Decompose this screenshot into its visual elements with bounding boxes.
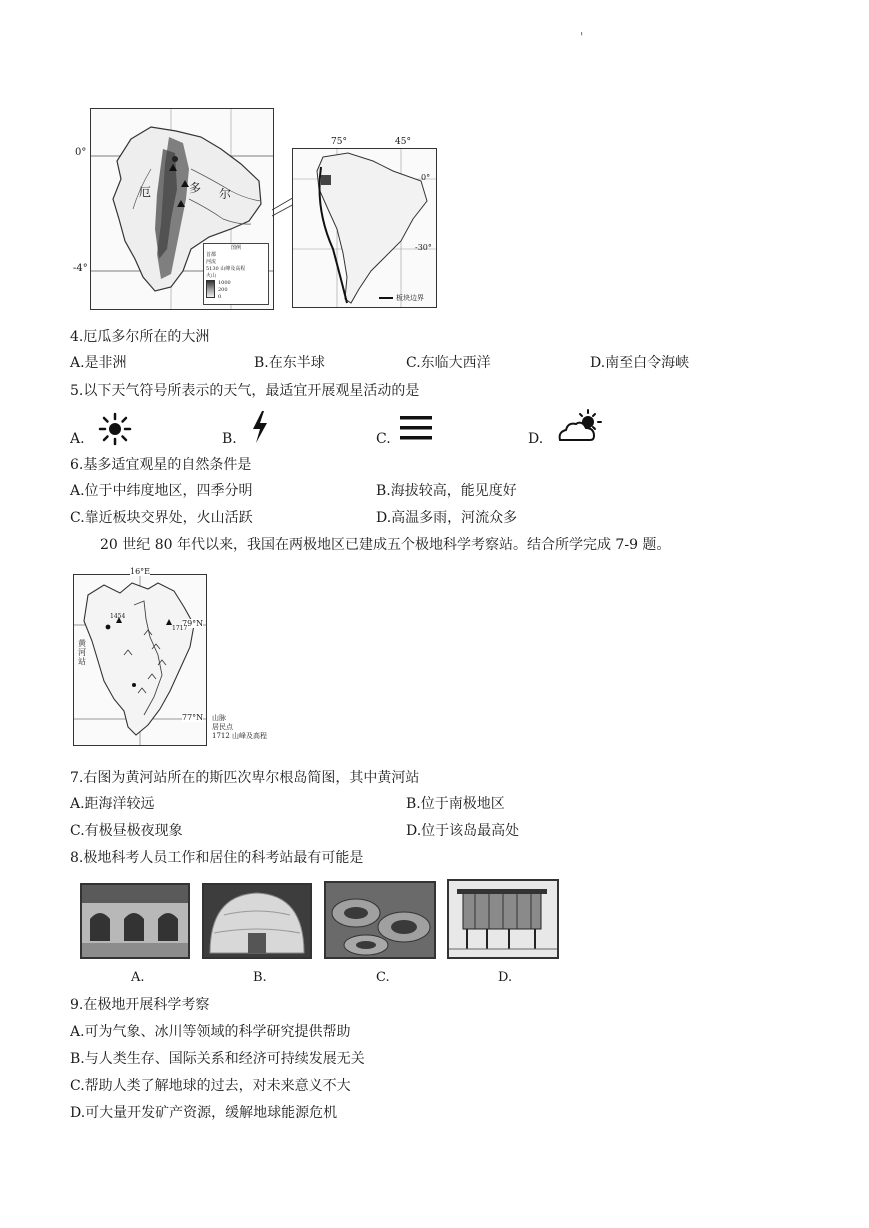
q5-option-a[interactable]: A. [70,431,85,447]
q8-option-b[interactable]: B. [253,970,267,985]
ecuador-legend [203,243,269,305]
lat-label-79n: 79°N [182,619,204,628]
legend-elev-200: 200 [218,287,228,293]
ecuador-map [73,108,274,310]
q6-option-d[interactable]: D.高温多雨，河流众多 [376,510,518,526]
q7-stem: 7.右图为黄河站所在的斯匹次卑尔根岛简图，其中黄河站 [70,770,420,786]
q6-option-c[interactable]: C.靠近板块交界处，火山活跃 [70,510,253,526]
q5-option-b[interactable]: B. [222,431,237,447]
inset-lon-45: 45° [395,137,411,147]
station-label: 黄河站 [78,639,86,666]
q8-option-d[interactable]: D. [498,970,513,985]
inset-legend [379,293,424,303]
q6-stem: 6.基多适宜观星的自然条件是 [70,457,252,473]
inset-lat-neg30: -30° [415,243,432,252]
q9-option-a[interactable]: A.可为气象、冰川等领域的科学研究提供帮助 [70,1024,351,1040]
q4-stem: 4.厄瓜多尔所在的大洲 [70,329,210,345]
lat-label-neg4: -4° [73,263,88,274]
legend-mountain: 山脉 [212,714,226,722]
legend-elev-0: 0 [218,294,222,300]
inset-lat-0: 0° [421,173,431,182]
q8-option-c[interactable]: C. [376,970,390,985]
q9-option-d[interactable]: D.可大量开发矿产资源，缓解地球能源危机 [70,1105,338,1121]
region-label-er: 尔 [219,187,232,201]
q9-option-c[interactable]: C.帮助人类了解地球的过去，对未来意义不大 [70,1078,351,1094]
photo-b-igloo[interactable] [202,883,312,959]
q6-option-b[interactable]: B.海拔较高，能见度好 [376,483,517,499]
sun-icon [98,412,132,450]
peak-label-1717: 1717 [172,625,188,632]
q7-option-b[interactable]: B.位于南极地区 [406,796,505,812]
lat-label-77n: 77°N [182,713,204,722]
q8-stem: 8.极地科考人员工作和居住的科考站最有可能是 [70,850,364,866]
plate-boundary-swatch [379,297,393,299]
region-label-duo: 多 [189,181,202,195]
lat-label-0: 0° [75,147,87,158]
legend-capital: 首都 [206,252,217,258]
region-label-e: 厄 [139,185,152,199]
q6-option-a[interactable]: A.位于中纬度地区，四季分明 [70,483,253,499]
legend-elevation-bar [206,280,215,298]
q4-option-d[interactable]: D.南至白令海峡 [590,355,690,371]
q5-option-d[interactable]: D. [528,431,544,447]
q4-option-b[interactable]: B.在东半球 [254,355,325,371]
section-intro: 20 世纪 80 年代以来，我国在两极地区已建成五个极地科学考察站。结合所学完成 7-9 题。 [100,537,671,553]
south-america-inset [292,137,437,308]
inset-legend-label: 板块边界 [396,294,424,302]
photo-c-tulou[interactable] [324,881,436,959]
q8-option-a[interactable]: A. [131,970,145,985]
peak-label-1454: 1454 [110,613,126,620]
legend-peak-elev: 1712 山峰及高程 [212,732,268,740]
header-mark: ' [580,30,584,44]
q7-option-d[interactable]: D.位于该岛最高处 [406,823,520,839]
south-america-graphic [293,149,436,307]
q5-stem: 5.以下天气符号所表示的天气，最适宜开展观星活动的是 [70,383,420,399]
legend-river: 河流 [206,259,217,265]
q4-option-c[interactable]: C.东临大西洋 [406,355,491,371]
q4-option-a[interactable]: A.是非洲 [70,355,127,371]
q7-option-c[interactable]: C.有极昼极夜现象 [70,823,183,839]
legend-volcano: 火山 [206,273,217,279]
legend-elev-1000: 1000 [218,280,231,286]
legend-title: 图例 [230,245,241,251]
q5-option-c[interactable]: C. [376,431,391,447]
fog-icon [400,414,434,446]
inset-lon-75: 75° [331,137,347,147]
svalbard-legend [212,714,267,741]
q9-option-b[interactable]: B.与人类生存、国际关系和经济可持续发展无关 [70,1051,365,1067]
lightning-icon [250,410,270,448]
svalbard-map [73,567,207,746]
lon-label-16e: 16°E [130,567,151,576]
photo-d-stilt-house[interactable] [447,879,559,959]
photo-a-cave-dwelling[interactable] [80,883,190,959]
q9-stem: 9.在极地开展科学考察 [70,997,210,1013]
legend-peak: 5130 山峰及高程 [206,266,246,272]
legend-settlement: 居民点 [212,723,233,731]
q7-option-a[interactable]: A.距海洋较远 [70,796,155,812]
partly-cloudy-icon [556,408,604,448]
